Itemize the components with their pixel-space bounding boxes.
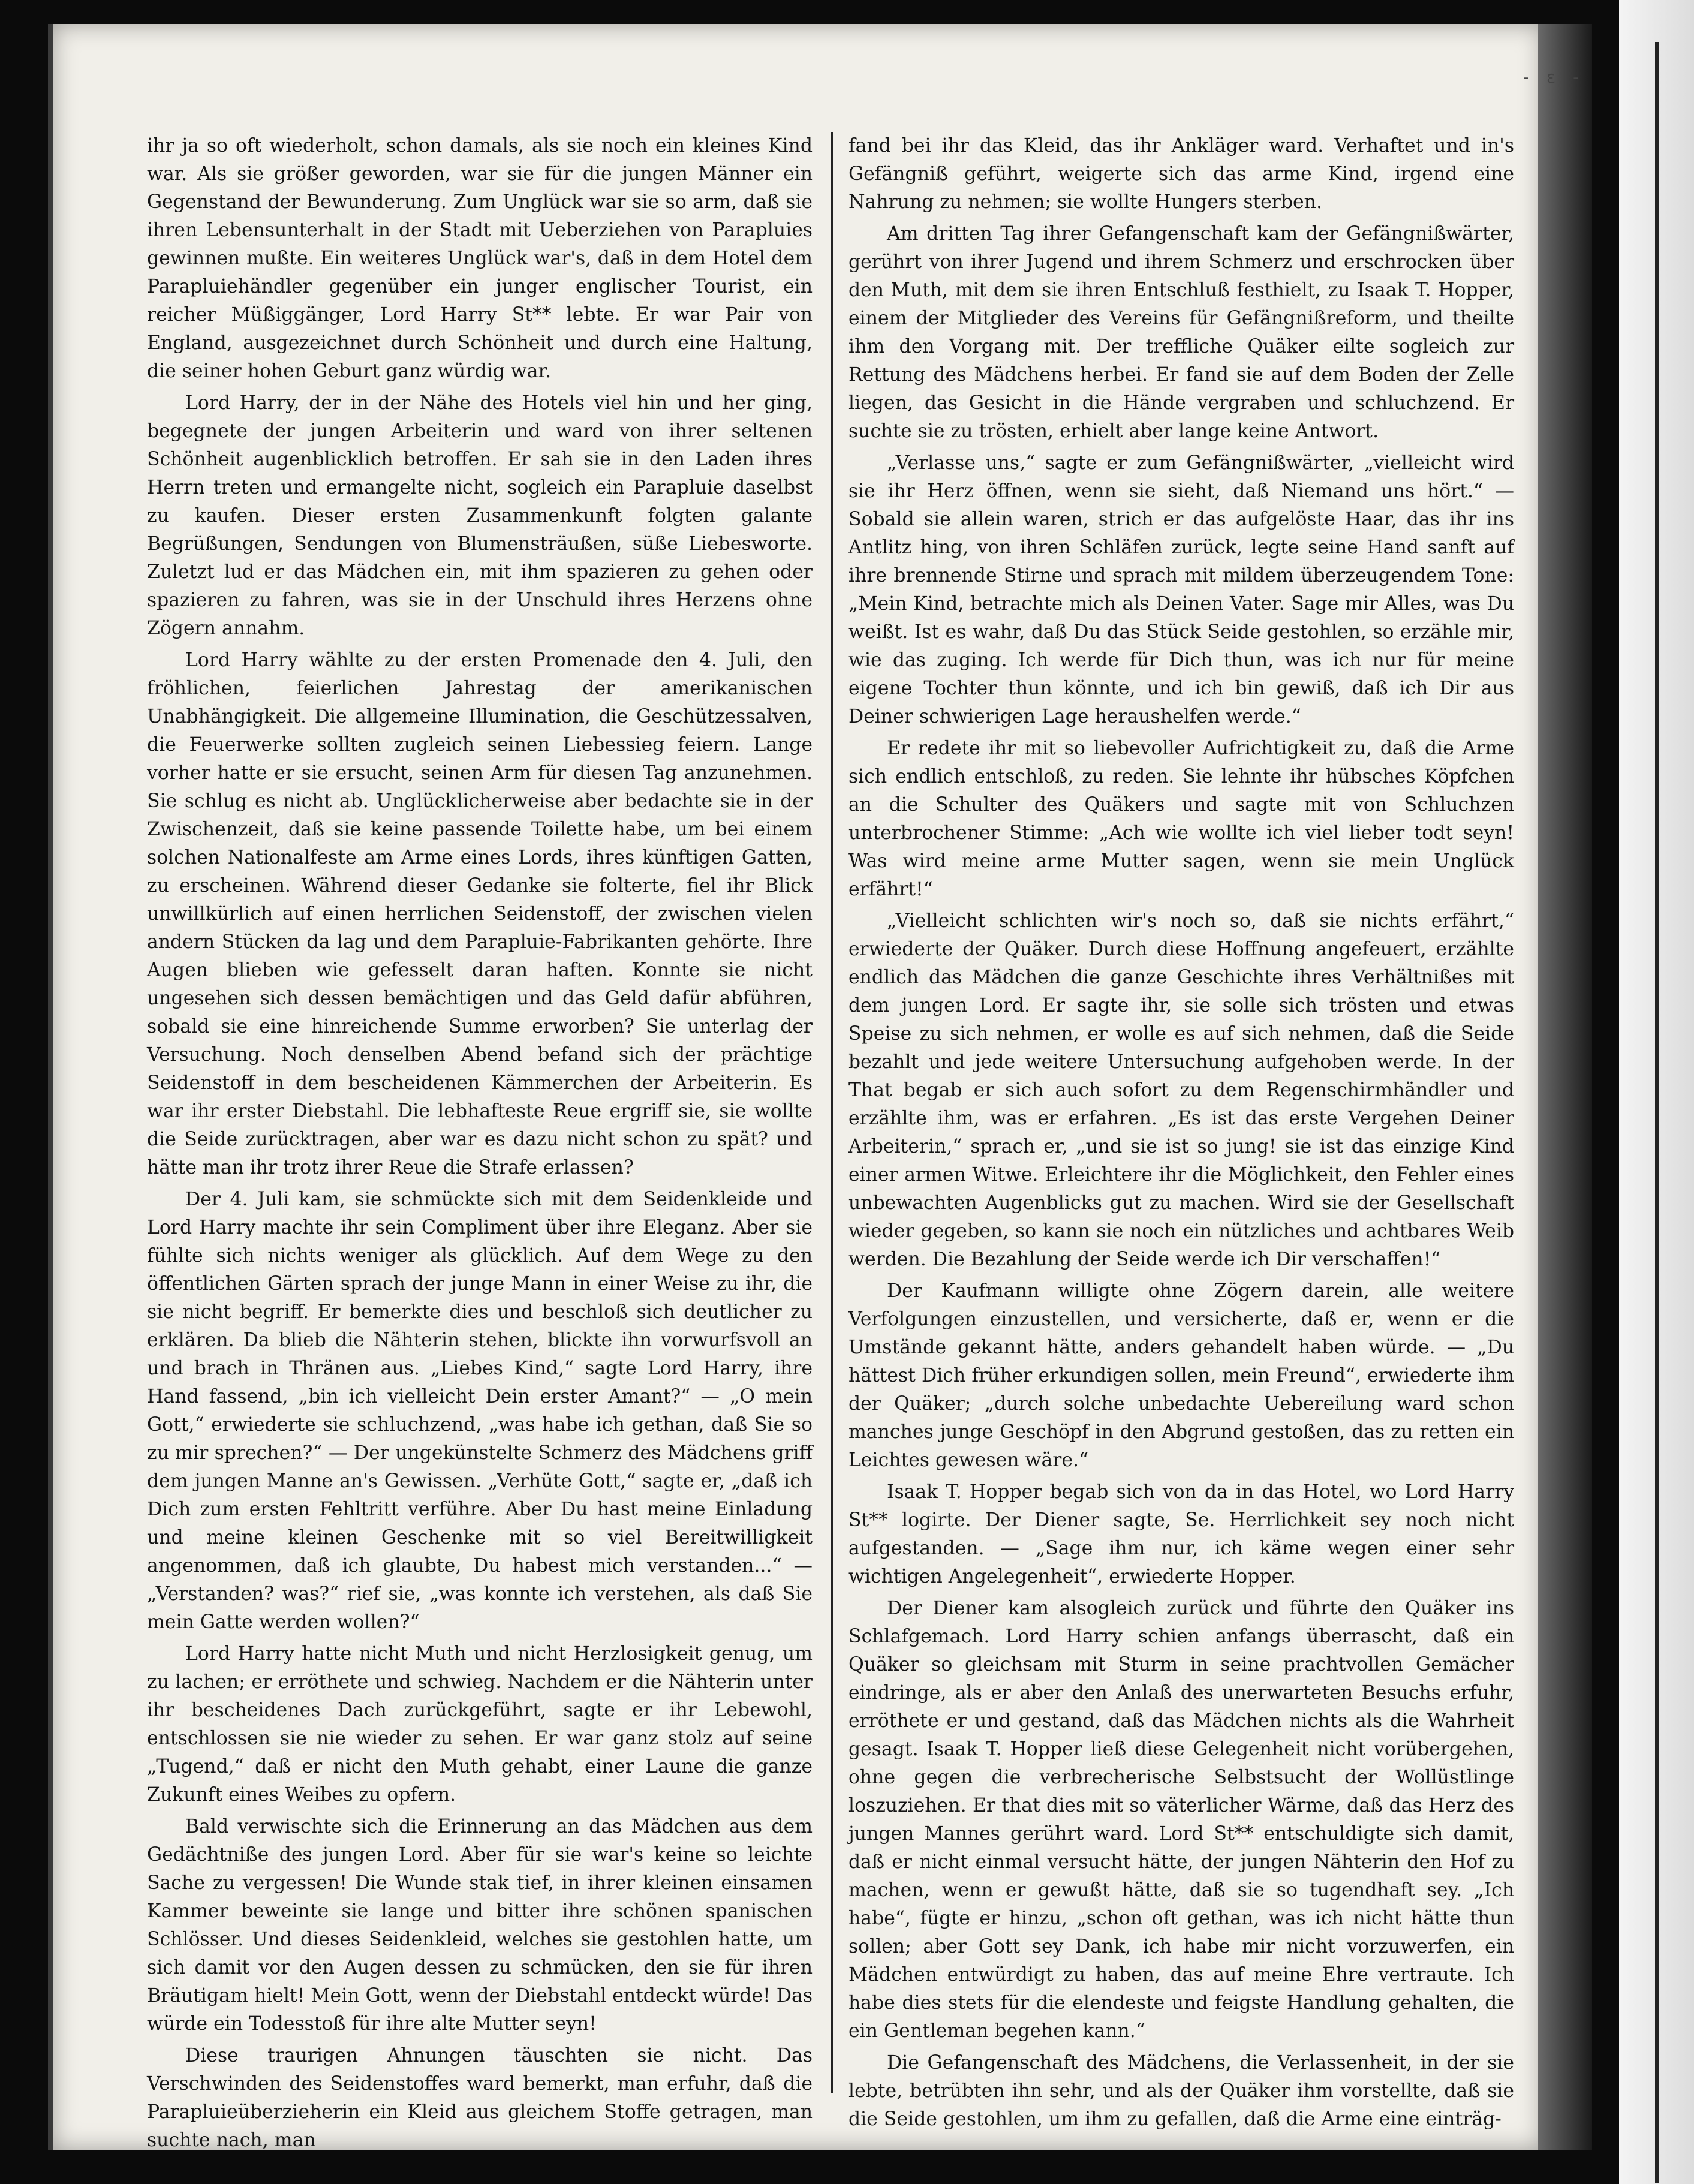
paragraph: Lord Harry, der in der Nähe des Hotels viel hin und her ging, begegnete der jungen Arbeiterin und ward von ihrer seltenen Schönheit augenblicklich betroffen. Er sah sie in den Laden ihres Herrn treten und ermangelte nicht, sogleich ein Parapluie daselbst zu kaufen. Dieser ersten Zusammenkunft folgten galante Begrüßungen, Sendungen von Blumensträußen, süße Liebesworte. Zuletzt lud er das Mädchen ein, mit ihm spazieren zu gehen oder spazieren zu fahren, was sie in der Unschuld ihres Herzens ohne Zögern annahm. bbox=[147, 392, 813, 639]
page-shadow bbox=[1538, 24, 1592, 2150]
paragraph: ihr ja so oft wiederholt, schon damals, als sie noch ein kleines Kind war. Als sie größer geworden, war sie für die jungen Männer ein Gegenstand der Bewunderung. Zum Unglück war sie so arm, daß sie ihren Lebensunterhalt in der Stadt mit Ueberziehen von Parapluies gewinnen mußte. Ein weiteres Unglück war's, daß in dem Hotel dem Parapluiehändler gegenüber ein junger englischer Tourist, ein reicher Müßiggänger, Lord Harry St** lebte. Er war Pair von England, ausgezeichnet durch Schönheit und durch eine Haltung, die seiner hohen Geburt ganz würdig war. bbox=[147, 135, 813, 382]
paragraph: „Vielleicht schlichten wir's noch so, daß sie nichts erfährt,“ erwiederte der Quäker. Durch diese Hoffnung angefeuert, erzählte endlich das Mädchen die ganze Geschichte ihres Verhältnißes mit dem jungen Lord. Er sagte ihr, sie solle sich trösten und etwas Speise zu sich nehmen, er wolle es auf sich nehmen, daß die Seide bezahlt und jede weitere Untersuchung aufgehoben werde. In der That begab er sich auch sofort zu dem Regenschirmhändler und erzählte ihm, was er erfahren. „Es ist das erste Vergehen Deiner Arbeiterin,“ sprach er, „und sie ist so jung! sie ist das einzige Kind einer armen Witwe. Erleichtere ihr die Möglichkeit, den Fehler eines unbewachten Augenblicks gut zu machen. Wird sie der Gesellschaft wieder gegeben, so kann sie noch ein nützliches und achtbares Weib werden. Die Bezahlung der Seide werde ich Dir verschaffen!“ bbox=[848, 910, 1514, 1270]
right-column bbox=[848, 132, 1514, 2130]
paragraph: Bald verwischte sich die Erinnerung an das Mädchen aus dem Gedächtniße des jungen Lord. Aber für sie war's keine so leichte Sache zu vergessen! Die Wunde stak tief, in ihrer kleinen einsamen Kammer beweinte sie lange und bitter ihre schönen spanischen Schlösser. Und dieses Seidenkleid, welches sie gestohlen hatte, um sich damit vor den Augen dessen zu schmücken, den sie für ihren Bräutigam hielt! Mein Gott, wenn der Diebstahl entdeckt würde! Das würde ein Todesstoß für ihre alte Mutter seyn! bbox=[147, 1816, 813, 2035]
paragraph: Der 4. Juli kam, sie schmückte sich mit dem Seidenkleide und Lord Harry machte ihr sein Compliment über ihre Eleganz. Aber sie fühlte sich nichts weniger als glücklich. Auf dem Wege zu den öffentlichen Gärten sprach der junge Mann in einer Weise zu ihr, die sie nicht begriff. Er bemerkte dies und beschloß sich deutlicher zu erklären. Da blieb die Nähterin stehen, blickte ihn vorwurfsvoll an und brach in Thränen aus. „Liebes Kind,“ sagte Lord Harry, ihre Hand fassend, „bin ich vielleicht Dein erster Amant?“ — „O mein Gott,“ erwiederte sie schluchzend, „was habe ich gethan, daß Sie so zu mir sprechen?“ — Der ungekünstelte Schmerz des Mädchens griff dem jungen Manne an's Gewissen. „Verhüte Gott,“ sagte er, „daß ich Dich zum ersten Fehltritt verführe. Aber Du hast meine Einladung und meine kleinen Geschenke mit so viel Bereitwilligkeit angenommen, daß ich glaubte, Du habest mich verstanden...“ — „Verstanden? was?“ rief sie, „was konnte ich verstehen, als daß Sie mein Gatte werden wollen?“ bbox=[147, 1189, 813, 1633]
paragraph: fand bei ihr das Kleid, das ihr Ankläger ward. Verhaftet und in's Gefängniß geführt, weigerte sich das arme Kind, irgend eine Nahrung zu nehmen; sie wollte Hungers sterben. bbox=[848, 135, 1514, 213]
paragraph: Lord Harry hatte nicht Muth und nicht Herzlosigkeit genug, um zu lachen; er erröthete und schwieg. Nachdem er die Nähterin unter ihr bescheidenes Dach zurückgeführt, sagte er ihr Lebewohl, entschlossen sie nie wieder zu sehen. Er war ganz stolz auf seine „Tugend,“ daß er nicht den Muth gehabt, einer Laune die ganze Zukunft eines Weibes zu opfern. bbox=[147, 1643, 813, 1806]
paragraph: Der Diener kam alsogleich zurück und führte den Quäker ins Schlafgemach. Lord Harry schien anfangs überrascht, daß ein Quäker so gleichsam mit Sturm in seine prachtvollen Gemächer eindringe, als er aber den Anlaß des unerwarteten Besuchs erfuhr, erröthete er und gestand, daß das Mädchen nichts als die Wahrheit gesagt. Isaak T. Hopper ließ diese Gelegenheit nicht vorübergehen, ohne gegen die verbrecherische Selbstsucht der Wollüstlinge loszuziehen. Er that dies mit so väterlicher Wärme, daß das Herz des jungen Mannes gerührt ward. Lord St** entschuldigte sich damit, daß er nicht einmal versucht hätte, der jungen Nähterin den Hof zu machen, wenn er gewußt hätte, daß sie so tugendhaft sey. „Ich habe“, fügte er hinzu, „schon oft gethan, was ich nicht hätte thun sollen; aber Gott sey Dank, ich habe mir nicht vorzuwerfen, ein Mädchen entwürdigt zu haben, das auf meine Ehre vertraute. Ich habe dies stets für die elendeste und feigste Handlung gehalten, die ein Gentleman begehen kann.“ bbox=[848, 1598, 1514, 2042]
paragraph: Am dritten Tag ihrer Gefangenschaft kam der Gefängnißwärter, gerührt von ihrer Jugend und ihrem Schmerz und erschrocken über den Muth, mit dem sie ihren Entschluß festhielt, zu Isaak T. Hopper, einem der Mitglieder des Vereins für Gefängnißreform, und theilte ihm den Vorgang mit. Der treffliche Quäker eilte sogleich zur Rettung des Mädchens herbei. Er fand sie auf dem Boden der Zelle liegen, das Gesicht in die Hände vergraben und schluchzend. Er suchte sie zu trösten, erhielt aber lange keine Antwort. bbox=[848, 223, 1514, 442]
paragraph: Diese traurigen Ahnungen täuschten sie nicht. Das Verschwinden des Seidenstoffes ward bemerkt, man erfuhr, daß die Parapluieüberzieherin ein Kleid aus gleichem Stoffe getragen, man suchte nach, man bbox=[147, 2045, 813, 2151]
column-divider bbox=[831, 132, 833, 2093]
paragraph: Lord Harry wählte zu der ersten Promenade den 4. Juli, den fröhlichen, feierlichen Jahrestag der amerikanischen Unabhängigkeit. Die allgemeine Illumination, die Geschützessalven, die Feuerwerke sollten zugleich seinen Liebessieg feiern. Lange vorher hatte er sie ersucht, seinen Arm für diesen Tag anzunehmen. Sie schlug es nicht ab. Unglücklicherweise aber bedachte sie in der Zwischenzeit, daß sie keine passende Toilette habe, um bei einem solchen Nationalfeste am Arme eines Lords, ihres künftigen Gatten, zu erscheinen. Während dieser Gedanke sie folterte, fiel ihr Blick unwillkürlich auf einen herrlichen Seidenstoff, der zwischen vielen andern Stücken da lag und dem Parapluie-Fabrikanten gehörte. Ihre Augen blieben wie gefesselt daran haften. Konnte sie nicht ungesehen sich dessen bemächtigen und das Geld dafür abführen, sobald sie eine hinreichende Summe erworben? Sie unterlag der Versuchung. Noch denselben Abend befand sich der prächtige Seidenstoff in dem bescheidenen Kämmerchen der Arbeiterin. Es war ihr erster Diebstahl. Die lebhafteste Reue ergriff sie, sie wollte die Seide zurücktragen, aber war es dazu nicht schon zu spät? und hätte man ihr trotz ihrer Reue die Strafe erlassen? bbox=[147, 649, 813, 1178]
paragraph: Der Kaufmann willigte ohne Zögern darein, alle weitere Verfolgungen einzustellen, und versicherte, daß er, wenn er die Umstände gekannt hätte, anders gehandelt haben würde. — „Du hättest Dich früher erkundigen sollen, mein Freund“, erwiederte ihm der Quäker; „durch solche unbedachte Uebereilung ward schon manches junge Geschöpf in den Abgrund gestoßen, das zu retten ein Leichtes gewesen wäre.“ bbox=[848, 1280, 1514, 1471]
paragraph: Er redete ihr mit so liebevoller Aufrichtigkeit zu, daß die Arme sich endlich entschloß, zu reden. Sie lehnte ihr hübsches Köpfchen an die Schulter des Quäkers und sagte mit von Schluchzen unterbrochener Stimme: „Ach wie wollte ich viel lieber todt seyn! Was wird meine arme Mutter sagen, wenn sie mein Unglück erfährt!“ bbox=[848, 738, 1514, 900]
paragraph: „Verlasse uns,“ sagte er zum Gefängnißwärter, „vielleicht wird sie ihr Herz öffnen, wenn sie sieht, daß Niemand uns hört.“ — Sobald sie allein waren, strich er das aufgelöste Haar, das ihr ins Antlitz hing, von ihren Schläfen zurück, legte seine Hand sanft auf ihre brennende Stirne und sprach mit mildem überzeugendem Tone: „Mein Kind, betrachte mich als Deinen Vater. Sage mir Alles, was Du weißt. Ist es wahr, daß Du das Stück Seide gestohlen, so erzähle mir, wie das zuging. Ich werde für Dich thun, was ich nur für meine eigene Tochter thun könnte, und ich bin gewiß, daß ich Dir aus Deiner schwierigen Lage heraushelfen werde.“ bbox=[848, 452, 1514, 727]
paragraph: Isaak T. Hopper begab sich von da in das Hotel, wo Lord Harry St** logirte. Der Diener sagte, Se. Herrlichkeit sey noch nicht aufgestanden. — „Sage ihm nur, ich käme wegen einer sehr wichtigen Angelegenheit“, erwiederte Hopper. bbox=[848, 1481, 1514, 1587]
margin-marks: - ɛ - bbox=[1523, 67, 1585, 87]
paragraph: Die Gefangenschaft des Mädchens, die Verlassenheit, in der sie lebte, betrübten ihn sehr, und als der Quäker ihm vorstellte, daß sie die Seide gestohlen, um ihm zu gefallen, daß die Arme eine einträg- bbox=[848, 2052, 1514, 2130]
scan-border-line bbox=[1655, 42, 1659, 2183]
left-column bbox=[147, 132, 813, 2151]
